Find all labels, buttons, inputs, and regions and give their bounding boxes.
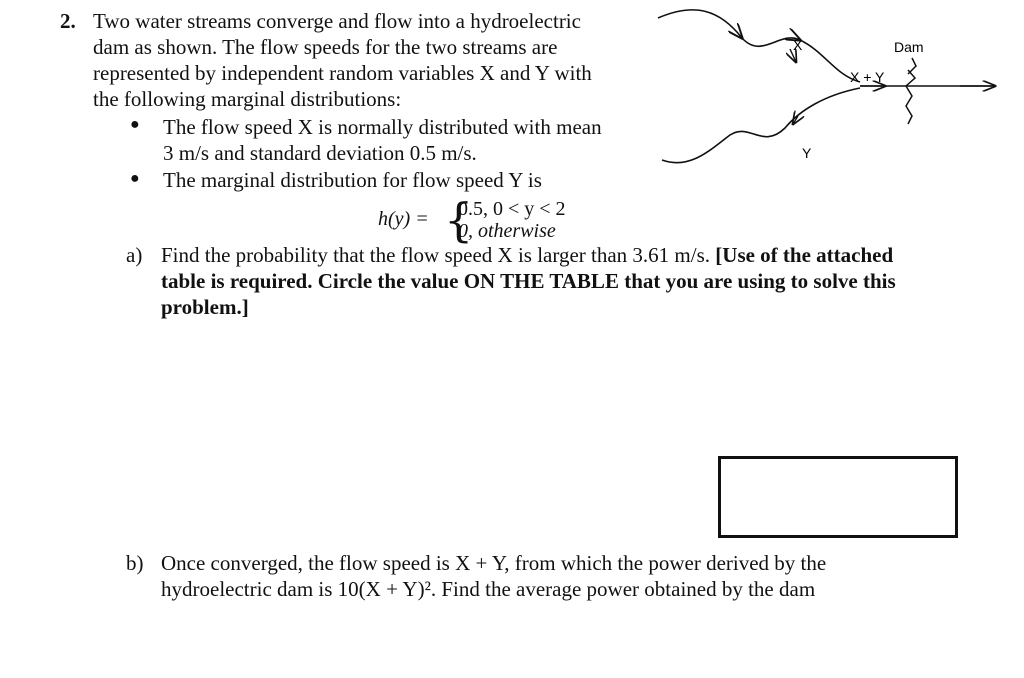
bullet-line: 3 m/s and standard deviation 0.5 m/s.	[163, 141, 477, 165]
pdf-case-1: 0.5, 0 < y < 2	[458, 198, 566, 220]
part-a-line-1	[161, 242, 896, 268]
pdf-lhs: h(y) =	[378, 208, 429, 230]
label-x: X	[793, 37, 803, 53]
bullet-dot-icon: ●	[130, 170, 140, 187]
pdf-case-2: 0, otherwise	[458, 220, 556, 242]
answer-box	[718, 456, 958, 538]
bullet-normal-distribution	[163, 114, 602, 166]
label-sum: X + Y	[850, 69, 885, 85]
part-b-line: hydroelectric dam is 10(X + Y)². Find the average power obtained by the dam	[161, 577, 816, 601]
part-a-line: table is required. Circle the value ON THE TABLE that you are using to solve this	[161, 269, 896, 293]
stream-diagram	[650, 0, 1010, 180]
bullet-dot-icon: ●	[130, 116, 140, 133]
stem-line: represented by independent random variables X and Y with	[93, 61, 592, 85]
part-b-line: Once converged, the flow speed is X + Y, from which the power derived by the	[161, 551, 827, 575]
bullet-line: The marginal distribution for flow speed Y is	[163, 168, 542, 192]
part-a-text	[161, 242, 896, 320]
bullet-line: The flow speed X is normally distributed with mean	[163, 115, 602, 139]
part-b-label: b)	[126, 551, 144, 575]
bullet-marginal-distribution	[163, 167, 542, 193]
stem-line: Two water streams converge and flow into a hydroelectric	[93, 9, 581, 33]
label-y: Y	[802, 145, 812, 161]
stem-line: the following marginal distributions:	[93, 87, 402, 111]
stream-y-path	[662, 88, 860, 163]
stream-x-path	[658, 10, 860, 82]
question-stem	[93, 8, 592, 112]
stem-line: dam as shown. The flow speeds for the two streams are	[93, 35, 558, 59]
left-brace-icon: {	[444, 193, 474, 247]
part-a-instruction: [Use of the attached	[715, 243, 894, 267]
question-number: 2.	[60, 9, 76, 33]
part-a-label: a)	[126, 243, 143, 267]
piecewise-function	[378, 193, 638, 247]
label-dam: Dam	[894, 39, 924, 55]
dam-wall-icon	[906, 70, 915, 124]
part-a-question: Find the probability that the flow speed X is larger than 3.61 m/s.	[161, 243, 711, 267]
part-b-text	[161, 550, 826, 602]
part-a-line: problem.]	[161, 295, 249, 319]
